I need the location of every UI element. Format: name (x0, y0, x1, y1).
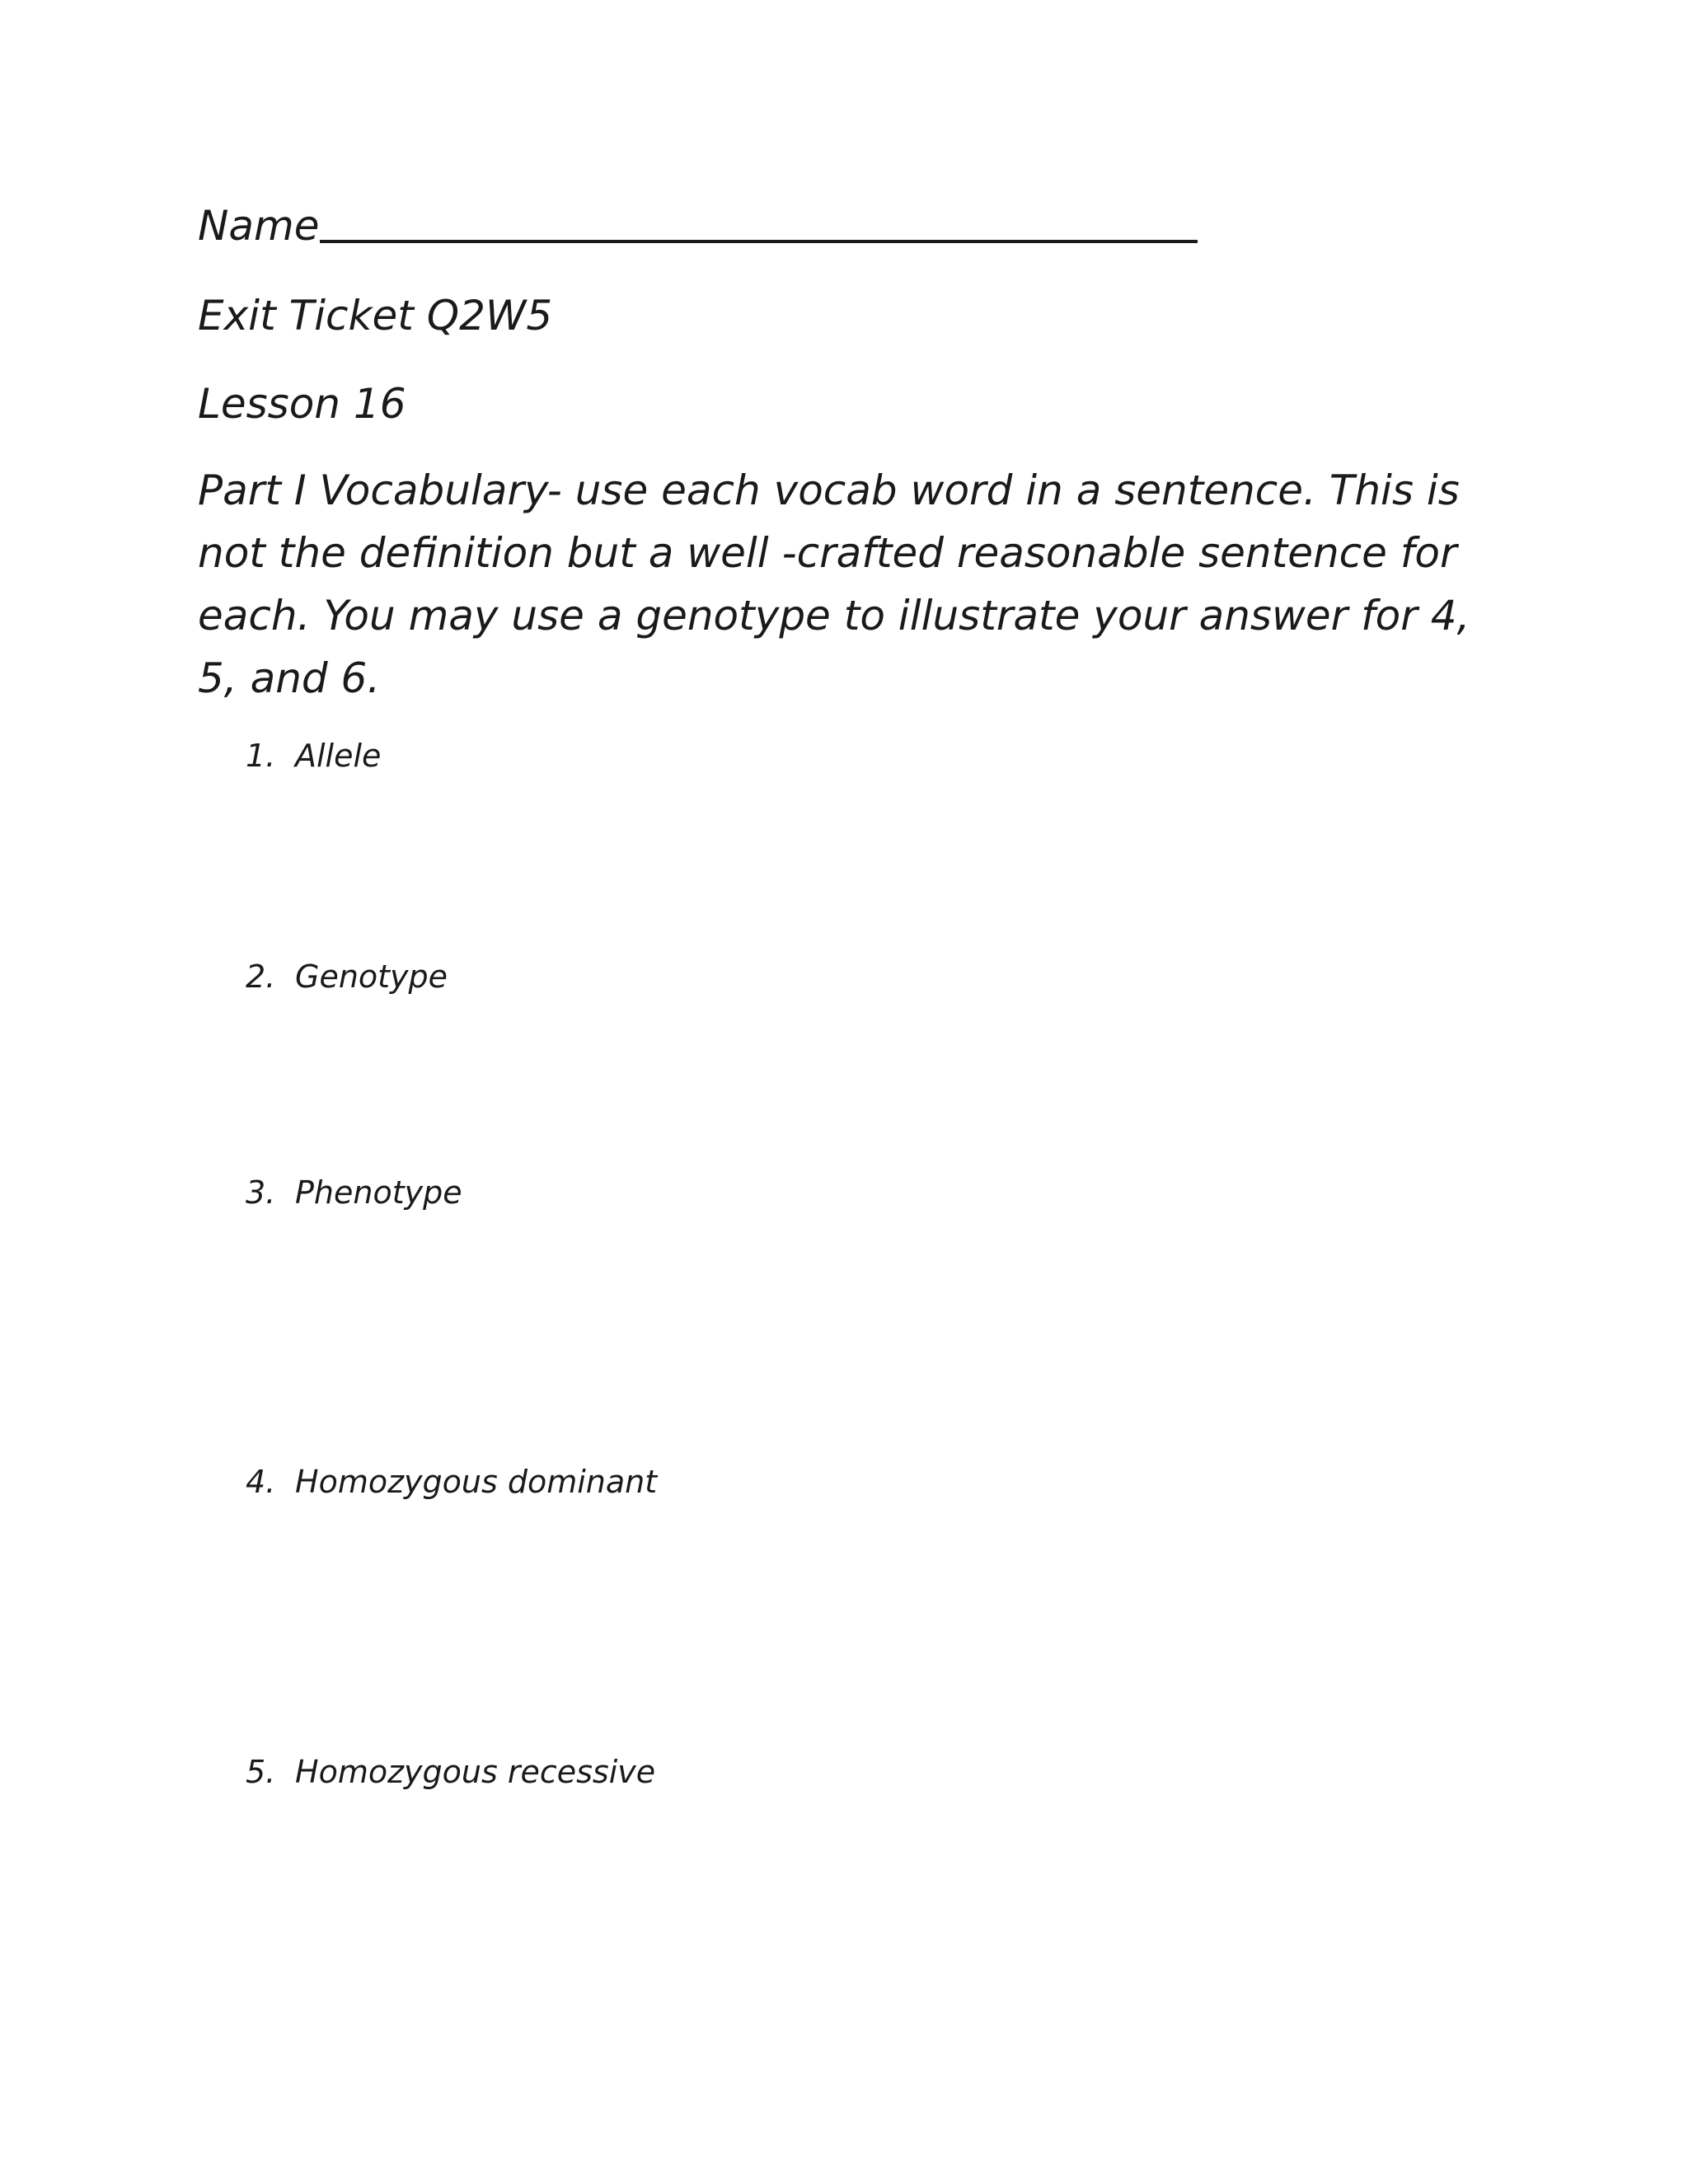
list-item (246, 1461, 657, 1502)
item-number: 2. (246, 958, 276, 995)
lesson-label: Lesson 16 (198, 380, 406, 428)
name-label: Name (198, 202, 320, 250)
item-number: 5. (246, 1754, 276, 1790)
item-term: Homozygous recessive (295, 1754, 656, 1790)
list-item (246, 735, 381, 776)
item-number: 1. (246, 738, 276, 774)
page-title: Exit Ticket Q2W5 (198, 292, 553, 340)
item-number: 3. (246, 1174, 276, 1211)
list-item (246, 1751, 655, 1793)
item-number: 4. (246, 1464, 276, 1500)
item-term: Homozygous dominant (295, 1464, 658, 1500)
list-item (246, 956, 448, 997)
item-term: Allele (295, 738, 382, 774)
name-blank-line (320, 240, 1198, 243)
name-field (198, 194, 1198, 257)
item-term: Phenotype (295, 1174, 462, 1211)
list-item (246, 1172, 462, 1213)
instructions-text: Part I Vocabulary- use each vocab word in a sentence. This is not the definition but a well -crafted reasonable sentence for each. You may use a genotype to illustrate your answer for 4, 5, and 6. (198, 466, 1470, 702)
item-term: Genotype (295, 958, 448, 995)
